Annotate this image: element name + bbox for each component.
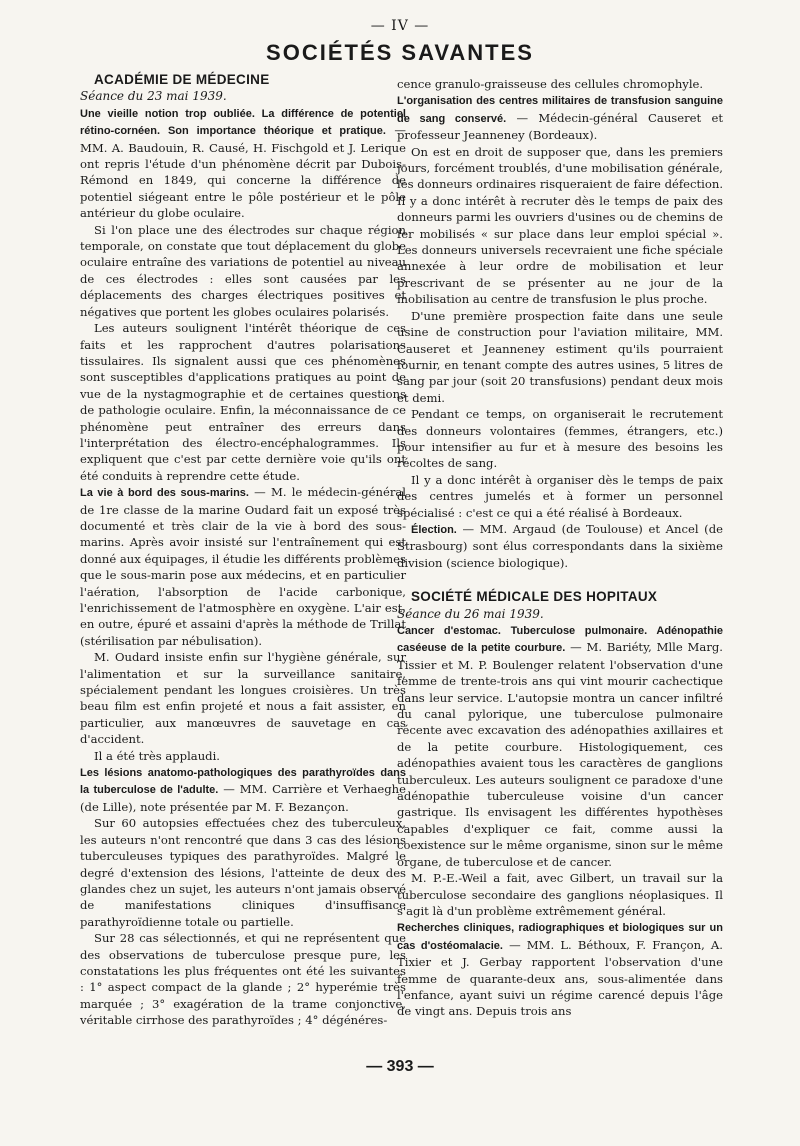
article-paragraph bbox=[80, 105, 406, 222]
page-title: SOCIÉTÉS SAVANTES bbox=[266, 40, 534, 65]
article-paragraph: Les auteurs soulignent l'intérêt théorique de ces faits et les rapprochent d'autres polarisations tissulaires. Ils signalent aussi que ces phénomènes sont susceptibles d'applications pratiques au point de vue de la nystagmographie et de certaines questions de pathologie oculaire. Enfin, la méconnaissance de ce phénomène peut entraîner des erreurs dans l'interprétation des électro-encéphalogrammes. Ils expliquent que c'est par cette dernière voie qu'ils ont été conduits à reprendre cette étude. bbox=[80, 321, 406, 483]
article-paragraph bbox=[397, 622, 723, 870]
academie-seance: Séance du 23 mai 1939. bbox=[80, 89, 227, 104]
article-heading: Élection. bbox=[411, 523, 457, 536]
article-text: — Médecin-général Causeret et professeur Jeanneney (Bordeaux). bbox=[397, 110, 723, 143]
article-text: — MM. A. Baudouin, R. Causé, H. Fischgold et J. Lerique ont repris l'étude d'un phénomène décrit par Dubois-Rémond en 1849, qui concerne la différence de potentiel siégeant entre le pôle postérieur et le pôle antérieur du globe oculaire. bbox=[80, 123, 406, 221]
article-paragraph: Il y a donc intérêt à organiser dès le temps de paix des centres jumelés et à former un personnel spécialisé : c'est ce qui a été réalisé à Bordeaux. bbox=[397, 472, 723, 520]
article-text: — MM. Argaud (de Toulouse) et Ancel (de Strasbourg) sont élus correspondants dans la sixième division (science biologique). bbox=[397, 521, 723, 570]
article-text: — MM. L. Béthoux, F. Françon, A. Tixier et J. Gerbay rapportent l'observation d'une femme de quarante-deux ans, sous-alimentée dans l'enfance, ayant suivi un régime carencé depuis l'âge de vingt ans. Depuis trois ans bbox=[397, 937, 723, 1019]
smh-title: SOCIÉTÉ MÉDICALE DES HOPITAUX bbox=[411, 589, 658, 605]
right-column bbox=[397, 76, 723, 1020]
article-paragraph: Si l'on place une des électrodes sur chaque région temporale, on constate que tout déplacement du globe oculaire entraîne des variations de potentiel au niveau de ces électrodes : elles sont causées par les déplacements des charges électriques positives et négatives que portent les globes oculaires polarisés. bbox=[80, 222, 406, 319]
article-paragraph bbox=[80, 484, 406, 649]
article-paragraph: D'une première prospection faite dans une seule usine de construction pour l'aviation militaire, MM. Causeret et Jeanneney estiment qu'ils pourraient fournir, en tenant compte des autres usines, 5 litres de sang par jour (soit 20 transfusions) pendant deux mois et demi. bbox=[397, 308, 723, 405]
article-paragraph: On est en droit de supposer que, dans les premiers jours, forcément troublés, d'une mobilisation générale, les donneurs ordinaires risqueraient de faire défection. Il y a donc intérêt à recruter dès le temps de paix des donneurs parmi les ouvriers d'usines ou de chemins de fer mobilisés « sur place dans leur emploi spécial ». Les donneurs universels recevraient une fiche spéciale annexée à leur ordre de mobilisation et leur prescrivant de se présenter au ne jour de la mobilisation au centre de transfusion le plus proche. bbox=[397, 144, 724, 307]
article-paragraph bbox=[397, 919, 723, 1019]
article-paragraph: Sur 60 autopsies effectuées chez des tuberculeux, les auteurs n'ont rencontré que dans 3 cas des lésions tuberculeuses typiques des parathyroïdes. Malgré le degré d'extension des lésions, l'atteinte de deux des glandes chez un sujet, les auteurs n'ont jamais observé de manifestations cliniques d'insuffisance parathyroïdienne totale ou partielle. bbox=[80, 816, 406, 929]
article-paragraph bbox=[397, 521, 723, 571]
article-paragraph: Il a été très applaudi. bbox=[94, 748, 220, 763]
article-paragraph: M. P.-E.-Weil a fait, avec Gilbert, un travail sur la tuberculose secondaire des ganglions néoplasiques. Il s'agit là d'un problème extrêmement général. bbox=[397, 871, 723, 918]
article-heading: Les lésions anatomo-pathologiques des parathyroïdes dans la tuberculose de l'adulte. bbox=[80, 767, 406, 797]
article-paragraph: Pendant ce temps, on organiserait le recrutement des donneurs volontaires (femmes, étrangers, etc.) pour intensifier au fur et à mesure des besoins les récoltes de sang. bbox=[397, 407, 723, 471]
article-paragraph bbox=[397, 92, 723, 143]
article-paragraph bbox=[80, 764, 406, 815]
article-text: — M. le médecin-général de 1re classe de la marine Oudard fait un exposé très documenté et très clair de la vie à bord des sous-marins. Après avoir insisté sur l'entraînement qui est donné aux équipages, il étudie les différents problèmes que le sous-marin pose aux médecins, et en particulier l'aération, l'absorption de l'acide carbonique, l'enrichissement de l'atmosphère en oxygène. L'air est, en outre, épuré et assaini d'après la méthode de Trillat (stérilisation par nébulisation). bbox=[80, 485, 406, 648]
article-heading: Cancer d'estomac. Tuberculose pulmonaire. Adénopathie caséeuse de la petite courbure. bbox=[397, 625, 723, 655]
page-header-roman: — IV — bbox=[370, 18, 430, 34]
article-text: — MM. Carrière et Verhaeghe (de Lille), note présentée par M. F. Bezançon. bbox=[80, 782, 406, 814]
left-column bbox=[80, 72, 406, 1029]
article-heading: Recherches cliniques, radiographiques et biologiques sur un cas d'ostéomalacie. bbox=[397, 922, 723, 952]
article-heading: La vie à bord des sous-marins. bbox=[80, 487, 249, 500]
academie-title: ACADÉMIE DE MÉDECINE bbox=[94, 72, 270, 87]
article-text: — M. Bariéty, Mlle Marg. Tissier et M. P. Boulenger relatent l'observation d'une femme de trente-trois ans qui vint mourir cachectique dans leur service. L'autopsie montra un cancer infiltré du canal pylorique, une tuberculose pulmonaire récente avec excavation des adénopathies axillaires et de la petite courbure. Histologiquement, ces adénopathies avaient tous les caractères de ganglions tuberculeux. Les auteurs soulignent ce paradoxe d'une adénopathie tuberculeuse voisine d'un cancer gastrique. Ils envisagent les différentes hypothèses capables d'expliquer ce fait, comme aussi la coexistence sur le même organisme, sinon sur le même organe, de tuberculose et de cancer. bbox=[397, 640, 723, 869]
article-heading: L'organisation des centres militaires de transfusion sanguine de sang conservé. bbox=[397, 95, 723, 125]
article-paragraph: Sur 28 cas sélectionnés, et qui ne représentent que des observations de tuberculose presque pure, les constatations les plus fréquentes ont été les suivantes : 1° aspect compact de la glande ; 2° hyperémie très marquée ; 3° exagération de la trame conjonctive, véritable cirrhose des parathyroïdes ; 4° dégénéres- bbox=[80, 931, 406, 1028]
article-heading: Une vieille notion trop oubliée. La différence de potentiel rétino-cornéen. Son importance théorique et pratique. bbox=[80, 107, 406, 138]
article-paragraph: M. Oudard insiste enfin sur l'hygiène générale, sur l'alimentation et sur la surveillance sanitaire, spécialement pendant les longues croisières. Un très beau film est enfin projeté et nous a fait assister, en particulier, aux manœuvres de sauvetage en cas d'accident. bbox=[80, 650, 406, 747]
article-paragraph: cence granulo-graisseuse des cellules chromophyle. bbox=[397, 77, 704, 91]
smh-seance: Séance du 26 mai 1939. bbox=[397, 606, 544, 621]
page-number: — 393 — bbox=[366, 1058, 434, 1075]
